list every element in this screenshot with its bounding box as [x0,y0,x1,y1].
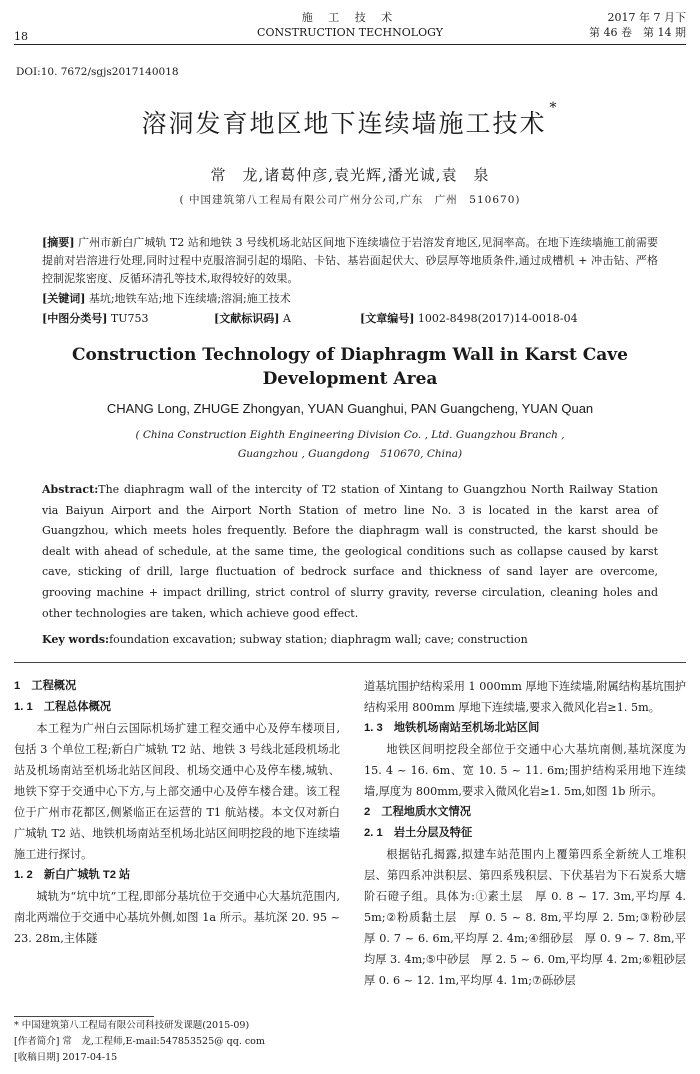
heading-1-2: 1. 2 新白广城轨 T2 站 [14,869,131,881]
title-footnote-mark: * [549,100,559,116]
affiliation-en-line-1: ( China Construction Eighth Engineering Division Co. , Ltd. Guangzhou Branch , [135,429,565,441]
doc-code-value: A [282,312,291,325]
heading-1: 1 工程概况 [14,680,77,692]
keywords-en-label: Key words [42,633,106,646]
doc-code-label: [文献标识码] [214,312,280,325]
issue-date: 2017 年 7 月下 [607,11,686,24]
doc-code [214,310,291,328]
article-number-label: [文章编号] [360,312,415,325]
issue-info [589,10,686,40]
footnote-fund: * 中国建筑第八工程局有限公司科技研发课题(2015-09) [14,1020,250,1031]
abstract-en-text: The diaphragm wall of the intercity of T2 station of Xintang to Guangzhou North Railway Station via Baiyun Airport and the Airport North Station of metro line No. 3 is located in the karst area of Guangzhou, which meets holes frequently. Before the diaphragm wall is constructed, the karst should be dealt with ahead of schedule, at the same time, the geological conditions such as collapse caused by karst cave, sticking of drill, large fluctuation of bedrock surface and thickness of sand layer are overcome, grooving machine + impact drilling, strict control of slurry gravity, reverse circulation, cleaning holes and other technologies are taken, which achieve good effect. [42,483,658,620]
clc-value: TU753 [110,312,149,325]
abstract-cn-text: 广州市新白广城轨 T2 站和地铁 3 号线机场北站区间地下连续墙位于岩溶发育地区,见洞率高。在地下连续墙施工前需要提前对岩溶进行处理,同时过程中克服溶洞引起的塌陷、卡钻、基岩面起伏大、砂层厚等地质条件,通过成槽机 + 冲击钻、严格控制泥浆密度、反循环清孔等技术,取得较好的效果。 [42,236,658,285]
affiliation-en [0,426,700,464]
title-cn-text: 溶洞发育地区地下连续墙施工技术 [141,109,547,138]
paragraph-1-2: 城轨为“坑中坑”工程,即部分基坑位于交通中心大基坑范围内,南北两端位于交通中心基坑外侧,如图 1a 所示。基坑深 20. 95 ~ 23. 28m,主体隧 [14,890,340,945]
heading-1-3: 1. 3 地铁机场南站至机场北站区间 [364,722,540,734]
keywords-cn [42,290,658,308]
body-column-right [364,676,698,991]
paragraph-1-3: 地铁区间明挖段全部位于交通中心大基坑南侧,基坑深度为 15. 4 ~ 16. 6m、宽 10. 5 ~ 11. 6m;围护结构采用地下连续墙,厚度为 800mm,要求入微风化岩≥1. 5m,如图 1b 所示。 [364,743,686,798]
journal-name-cn: 施 工 技 术 [301,11,399,24]
abstract-cn [42,234,658,288]
journal-header [200,10,500,40]
footnote-received: [收稿日期] 2017-04-15 [14,1052,118,1063]
footnote-rule [14,1016,154,1017]
abstract-cn-label: [摘要] [42,236,75,249]
issue-volume: 第 46 卷 第 14 期 [589,26,686,39]
heading-2: 2 工程地质水文情况 [364,806,471,818]
header-rule [14,44,686,45]
affiliation-en-line-2: Guangzhou , Guangdong 510670, China) [237,448,463,460]
article-number-value: 1002-8498(2017)14-0018-04 [417,312,578,325]
page-number: 18 [14,30,28,43]
clc-number [42,310,149,328]
title-en: Construction Technology of Diaphragm Wall in Karst Cave Development Area [72,345,628,389]
keywords-en: Key words:foundation excavation; subway station; diaphragm wall; cave; construction [42,633,528,646]
title-cn [0,100,700,140]
abstract-en-label: Abstract [42,483,95,496]
paragraph-continued: 道基坑围护结构采用 1 000mm 厚地下连续墙,附属结构基坑围护结构采用 800mm 厚地下连续墙,要求入微风化岩≥1. 5m。 [364,680,686,714]
section-divider [14,662,686,663]
footnote-author: [作者简介] 常 龙,工程师,E-mail:547853525@ qq. com [14,1036,265,1047]
doi: DOI:10. 7672/sgjs2017140018 [16,66,179,78]
clc-label: [中图分类号] [42,312,108,325]
paragraph-1-1: 本工程为广州白云国际机场扩建工程交通中心及停车楼项目,包括 3 个单位工程;新白广城轨 T2 站、地铁 3 号线北延段机场北站及机场南站至机场北站区间段、机场交通中心及停车楼,城轨、地铁下穿于交通中心下方,与上部交通中心及停车楼合建。该工程位于广州市花都区,侧紧临正在运营的 T1 航站楼。本文仅对新白广城轨 T2 站、地铁机场南站至机场北站区间明挖段的地下连续墙施工进行探讨。 [14,722,340,861]
keywords-cn-label: [关键词] [42,292,86,305]
affiliation-cn: ( 中国建筑第八工程局有限公司广州分公司,广东 广州 510670) [179,194,521,206]
keywords-cn-text: 基坑;地铁车站;地下连续墙;溶洞;施工技术 [88,292,291,305]
journal-name-en: CONSTRUCTION TECHNOLOGY [257,26,443,39]
authors-cn: 常 龙,诸葛仲彦,袁光辉,潘光诚,袁 泉 [210,166,490,184]
abstract-en: Abstract:The diaphragm wall of the intercity of T2 station of Xintang to Guangzhou North Railway Station via Baiyun Airport and the Airport North Station of metro line No. 3 is located in the karst area of Guangzhou, which meets holes frequently. Before the diaphragm wall is constructed, the karst should be dealt with ahead of schedule, at the same time, the geological conditions such as collapse caused by karst cave, sticking of drill, large fluctuation of bedrock surface and thickness of sand layer are overcome, grooving machine + impact drilling, strict control of slurry gravity, reverse circulation, cleaning holes and other technologies are taken, which achieve good effect. [42,483,658,620]
paragraph-2-1: 根据钻孔揭露,拟建车站范围内上覆第四系全新统人工堆积层、第四系冲洪积层、第四系残积层、下伏基岩为下石炭系大塘阶石磴子组。具体为:①素土层 厚 0. 8 ~ 17. 3m,平均厚 4. 5m;②粉质黏土层 厚 0. 5 ~ 8. 8m,平均厚 2. 5m;③粉砂层 厚 0. 7 ~ 6. 6m,平均厚 2. 4m;④细砂层 厚 0. 9 ~ 7. 8m,平均厚 3. 4m;⑤中砂层 厚 2. 5 ~ 6. 0m,平均厚 4. 2m;⑥粗砂层 厚 0. 6 ~ 12. 1m,平均厚 4. 1m;⑦砾砂层 [364,848,698,987]
authors-en: CHANG Long, ZHUGE Zhongyan, YUAN Guanghui, PAN Guangcheng, YUAN Quan [106,401,594,416]
body-column-left [14,676,340,949]
heading-2-1: 2. 1 岩土分层及特征 [364,827,473,839]
footnotes [14,1018,334,1066]
article-number [360,310,578,328]
keywords-en-text: foundation excavation; subway station; diaphragm wall; cave; construction [109,633,528,646]
heading-1-1: 1. 1 工程总体概况 [14,701,111,713]
